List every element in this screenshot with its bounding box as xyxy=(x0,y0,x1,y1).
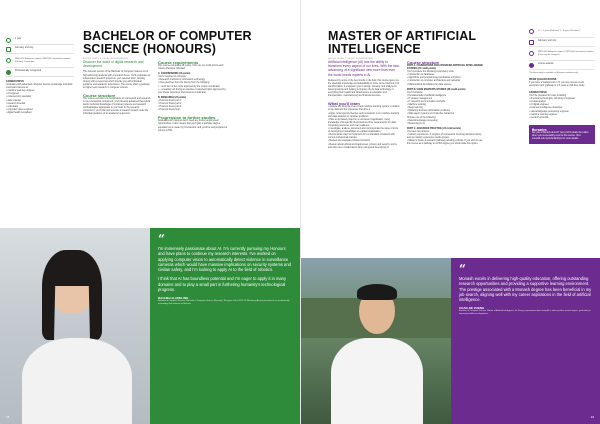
part-b-choose: Choose one of the following: xyxy=(407,116,436,119)
lead-text: Discover the world of digital research and development. xyxy=(83,60,144,69)
list-item: • – a reading unit during an elective or selected topics approved by your thesis supervisor and honours coordinator. xyxy=(158,89,228,95)
structure-title: Course structure xyxy=(83,92,116,98)
list-item: • AI engineer xyxy=(6,93,74,96)
info-row-intake xyxy=(6,45,74,54)
careers-list xyxy=(6,90,74,115)
quote-text-2: I think that AI has boundless potential and I'm eager to apply it in many domains and to play a small part in furthering humanity's technological progress. xyxy=(158,276,286,293)
list-item: • Plan an AI-based project in a new area of application, using knowledge of AI-specific theoretical and time requirements for data, computing resources and user readiness xyxy=(328,119,400,128)
info-duration-right: 1.5 – 2 years (Full-time) 3 – 4 years (Part-time)* xyxy=(538,30,581,33)
careers-title-right: CAREER PATHS xyxy=(529,91,547,94)
info-intake-right: February and July xyxy=(538,40,557,43)
list-item: • Introduction to databases xyxy=(407,74,483,77)
lead-text-right: Artificial intelligence (AI) has the ability to transform every aspect of our lives. With the fast-advancing of a significant new more than ever the world needs experts in AI. xyxy=(328,60,400,77)
info-row-duration-right xyxy=(529,26,595,38)
list-item: • Introduction to computer architecture and networks xyxy=(407,80,483,83)
list-item: • Fundamentals of artificial intelligence xyxy=(407,95,483,98)
intro-text-right: Delivered by some of the best minds in the field, this course gives you the specialist knowledge and adaptability to move to the forefront of AI transformation. It empowers you to design, develop, and analyse AI-based products and helping to improve the AI data technology of everything from health and infrastructure to education and transportation, manufacturing and financial services. xyxy=(328,79,400,98)
list-item: • natural language processing engineer xyxy=(529,111,595,114)
research-list xyxy=(158,100,228,112)
list-item: • Analyse the lifecycle of an AI and machine learning system in relation to the data and the processes that drive it xyxy=(328,106,400,112)
right-col-2 xyxy=(407,60,483,146)
list-item: • Mathematical foundations for data science xyxy=(407,84,483,87)
list-item: • AI data analyst xyxy=(529,101,595,104)
careers-intro: Graduates with advanced computer science knowledge and skills could start careers as: xyxy=(6,84,73,90)
list-item: • digital health consultant. xyxy=(6,112,74,115)
bursary-title: Bursaries xyxy=(532,127,547,132)
quote-role-right: Bachelor of Computer Science. Master of Artificial Intelligence. Jie Zheng is passionate about using AI to make positive societal impact, particularly in improving healthcare diagnostics. xyxy=(459,310,591,316)
structure-title-right: Course structure xyxy=(407,60,440,65)
progression-title: Progression to further studies xyxy=(158,115,216,121)
list-item: • – level four or five units approved by the course coordinator xyxy=(158,86,228,89)
quote-mark-icon: “ xyxy=(158,232,165,246)
list-item: • research scientist. xyxy=(529,117,595,120)
research-heading: B. RESEARCH (24 points) xyxy=(158,96,187,99)
list-item: • Deep learning xyxy=(407,107,483,110)
part-b-choices xyxy=(407,120,483,126)
list-item: • Natural language processing xyxy=(407,120,483,123)
list-item: • consultant xyxy=(6,106,74,109)
list-item: • Multi-agent systems and collective behaviour xyxy=(407,113,483,116)
info-duration: 1 year xyxy=(15,38,22,41)
list-item: • Research methods in information technology xyxy=(158,79,228,82)
dollar-icon xyxy=(529,51,534,56)
bursary-text: Are you a Monash alumni? Get a 10% rebate the tuition when you successfully enrol to this course. Visit monash.edu.my/scholarships for more details. xyxy=(532,131,589,141)
list-item: • machine learning engineer xyxy=(529,114,595,117)
progression-text: Graduates with honours won't need any further employment opportunities. It also means that you'll gain a pathway degree equivalent to a master by coursework, and you'll be well prepared to pursue a PhD. xyxy=(158,120,228,132)
student-photo-right xyxy=(301,258,451,424)
list-item: • machine learning engineer xyxy=(6,90,74,93)
right-info-sidebar xyxy=(529,26,595,144)
info-intake: February and July xyxy=(15,47,34,50)
list-item: • Demonstrate ways to implement AI to a standard consistent with current professional practice xyxy=(328,134,400,140)
info-awards-right: Course awards xyxy=(538,63,554,66)
part-b-intro: You'll complete: xyxy=(407,91,423,94)
quote-text: I'm immensely passionate about AI. I'm currently pursuing my Honours and have plans to continue my research interests. I've worked on applying computer vision to automatically detect violence in surveillance cameras which would have massive implications on security systems and civilian safety, and I'm looking to apply AI to the field of robotics. xyxy=(158,246,291,273)
list-item: • Honours thesis part 3 xyxy=(158,106,228,109)
info-row-fees-right xyxy=(529,47,595,61)
list-item: • Master's thesis: A research pathway including a thesis. If you wish to use this course as a pathway to a PhD degree you should take this option. xyxy=(407,140,483,146)
page-title-right: MASTER OF ARTIFICIAL INTELLIGENCE xyxy=(328,29,476,56)
document-icon xyxy=(529,63,534,68)
list-item: • cybersecurity specialist xyxy=(6,96,74,99)
calendar-icon xyxy=(6,47,11,52)
list-item: • AI digital engineer xyxy=(529,104,595,107)
intro-text: This honours version of the Bachelor of Computer Science is for high-achieving students with a research focus. You'll undertake an independent research project on your selected topic, working closely with a supervisor who'll provide you with individual guidance and academic supervision. The course offers a pathway to higher level research in computer science. xyxy=(83,71,151,89)
info-row-fees xyxy=(6,54,74,68)
student-hair-right xyxy=(357,284,397,300)
quote-name: RACHELLE ADELINE xyxy=(158,296,189,301)
list-item: • IT research and innovation methods xyxy=(407,101,483,104)
page-subhead-right: MYCQF LEVEL 7 / MQA / REGISTRATION xyxy=(328,58,374,60)
coursework-heading: A. COURSEWORK (24 points) xyxy=(158,73,191,76)
left-col-2 xyxy=(158,60,228,133)
coursework-list xyxy=(158,79,228,94)
requirements-intro: This course comprises 48 points. Units are six credit points each unless otherwise indicated. xyxy=(158,65,224,71)
list-item: • Reasoning in AI xyxy=(407,123,483,126)
prior-title: PRIOR QUALIFICATIONS xyxy=(529,78,557,81)
list-item: • research scientist xyxy=(6,103,74,106)
structure-text: This course consists of a combination of coursework and research. In the coursework component, you'll develop advanced theoretical and/or technical knowledge of computer science and research methodologies appropriate to your field. In the research component, you'll plan and execute a research project under the individual guidance of an academic supervisor. xyxy=(83,97,151,116)
page-subhead: MYCQF LEVEL 6 / MQA / REGISTRATION xyxy=(83,58,129,60)
student-shirt-right xyxy=(331,338,423,424)
right-col-1 xyxy=(328,60,400,150)
list-item: • data scientist xyxy=(6,100,74,103)
list-item: • Honours thesis final xyxy=(158,109,228,112)
info-row-awards-right xyxy=(529,61,595,70)
right-title-block xyxy=(328,30,528,60)
requirements-title: Course requirements xyxy=(158,60,199,65)
clock-icon xyxy=(529,29,534,34)
part-c-intro: You have two options: xyxy=(407,130,430,133)
quote-name-right: CHAN JIE ZHENG xyxy=(459,306,485,311)
quote-mark-icon: “ xyxy=(459,262,466,276)
list-item: • Algorithms and programming foundations in Python xyxy=(407,77,483,80)
list-item: • Honours thesis part 2 xyxy=(158,103,228,106)
part-b-list xyxy=(407,95,483,117)
clock-icon xyxy=(6,38,11,43)
learn-title: What you'll learn xyxy=(328,101,360,107)
quote-text-right: Monash excels in delivering high-quality education, offering outstanding research opportunities and providing a supportive learning environment. The prestige associated with a Monash degree has been beneficial in my job search, aligning well with my career aspirations in the field of artificial intelligence. xyxy=(459,276,592,303)
learn-list xyxy=(328,106,400,149)
list-item: • Apply contemporary theories and innovations in AI, machine learning and data analytics to complex problems xyxy=(328,113,400,119)
list-item: • IT project management xyxy=(407,98,483,101)
info-note: *Part-time study is available to Malaysian students only. xyxy=(529,72,579,74)
student-shirt xyxy=(22,338,132,424)
accreditation-icon xyxy=(6,70,11,75)
list-item: • Modelling discrete optimisation problems xyxy=(407,110,483,113)
list-item: • computer vision engineer xyxy=(6,109,74,112)
quote-box-left xyxy=(150,228,300,424)
coursework-intro: You're required to complete: xyxy=(158,76,187,79)
info-row-intake-right xyxy=(529,38,595,47)
quote-box-right xyxy=(451,258,600,424)
part-b-heading: PART B. CORE MASTER'S STUDIES (48 credit points) xyxy=(407,88,466,91)
list-item: • Industry experience: A program of coursework involving advanced study and an industry experience studio project. xyxy=(407,134,483,140)
part-c-heading: PART C. ADVANCED PRACTICE (24 credit points) xyxy=(407,127,461,130)
page-title: BACHELOR OF COMPUTER SCIENCE (HONOURS) xyxy=(83,29,252,56)
info-fees-right: RM92,000 Malaysian student / RM72,600 International student (Fees may be changed.) xyxy=(538,50,594,56)
prior-text: If you have a background in IT, you may receive credit exemption and graduate in 1.5 years on full-time study. xyxy=(529,81,585,87)
calendar-icon xyxy=(529,40,534,45)
list-item: • Investigate, analyse, document and communicate the value of tools of developing AI capabilities in a global organisation xyxy=(328,128,400,134)
list-item: • Reason about ethical and legal issues, privacy and security norms, and other key considerations when using and developing AI. xyxy=(328,144,400,150)
info-fees: RM43,520 Malaysian student / RM52,800 International student (full-time) Course fees xyxy=(15,57,71,63)
bursary-box xyxy=(529,125,595,144)
info-row-recognition xyxy=(6,68,74,77)
info-row-duration xyxy=(6,36,74,45)
left-title-block xyxy=(83,30,293,60)
right-page xyxy=(300,0,600,424)
list-item: • business intelligence developer xyxy=(529,107,595,110)
info-recognition: Professionally recognised xyxy=(15,70,42,73)
part-a-heading: PART A. FOUNDATIONS FOR ADVANCED ARTIFICIAL INTELLIGENCE STUDIES (24 credit points) xyxy=(407,65,483,71)
student-photo-left xyxy=(0,228,150,424)
quote-role: Bachelor of Computer Science. Bachelor of Computer Science (Honours). Recipient of the 2023 CS Wandering Award; presented to an academically outstanding 3rd semester at Monash. xyxy=(158,300,290,305)
page-number-left: 16 xyxy=(6,415,10,419)
page-number-right: 16 xyxy=(590,415,594,419)
dollar-icon xyxy=(6,58,11,63)
list-item: • Review and evaluate AI-based products xyxy=(328,140,400,143)
careers-intro-right: You'll be prepared for roles including: xyxy=(529,95,567,98)
part-a-intro: You'll complete the following compulsory units: xyxy=(407,71,455,74)
left-col-1 xyxy=(83,60,151,117)
list-item: • three electives from the faculty from the following: xyxy=(158,82,228,85)
left-info-sidebar xyxy=(6,36,74,115)
list-item: • Machine learning xyxy=(407,104,483,107)
careers-title: CAREER PATHS xyxy=(6,81,24,83)
part-c-list xyxy=(407,134,483,146)
list-item: • Honours thesis part 1 xyxy=(158,100,228,103)
careers-list-right xyxy=(529,98,595,120)
part-a-list xyxy=(407,74,483,86)
list-item: • chemical technologist, including AI engineer xyxy=(529,98,595,101)
